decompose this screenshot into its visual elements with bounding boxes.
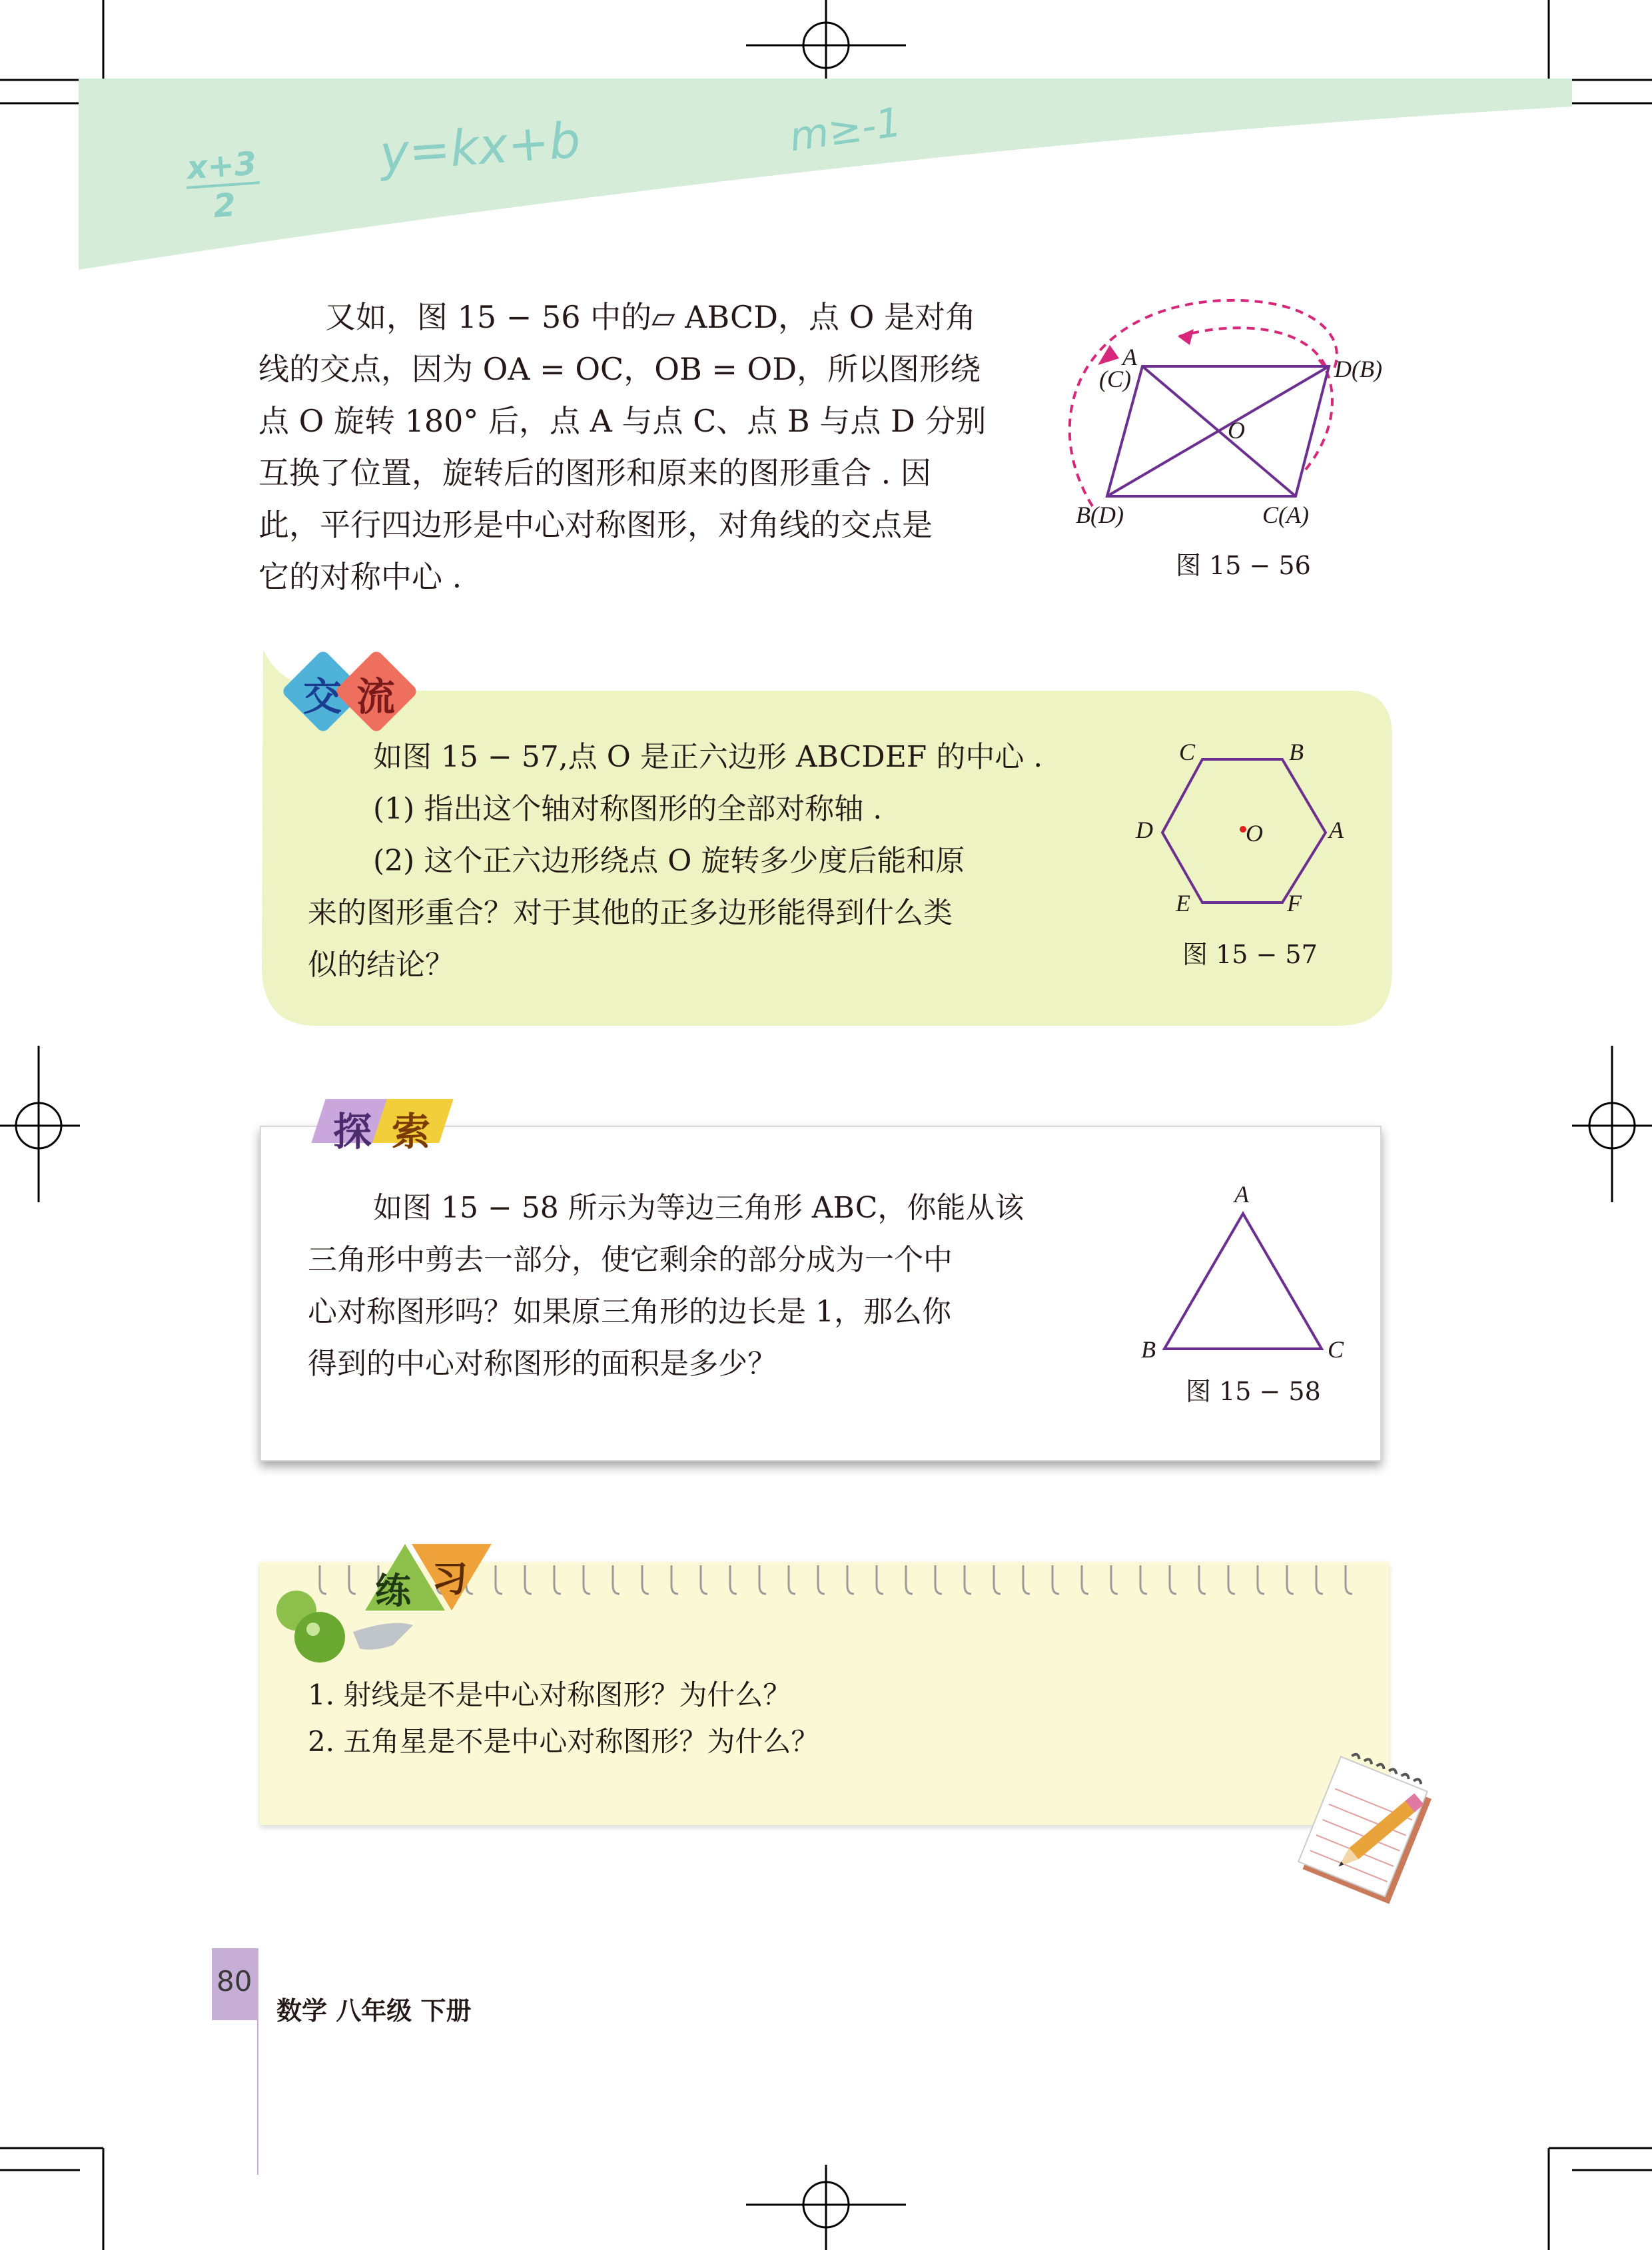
arc-arrowhead — [1178, 329, 1194, 345]
fig57-label-c: C — [1179, 739, 1196, 765]
fig56-label-c-paren: (C) — [1099, 366, 1131, 392]
fig58-label-b: B — [1141, 1336, 1156, 1363]
exchange-line: 似的结论？ — [308, 948, 454, 982]
rotation-arc-outer — [1070, 300, 1337, 506]
fig56-label-a: A — [1122, 344, 1137, 370]
explore-line: 如图 15 − 58 所示为等边三角形 ABC，你能从该 — [373, 1191, 1025, 1225]
fig57-label-e: E — [1176, 890, 1190, 917]
fig58-label-c: C — [1328, 1336, 1344, 1363]
explore-line: 得到的中心对称图形的面积是多少？ — [308, 1347, 777, 1381]
page-number: 80 — [216, 1965, 252, 1998]
figure-15-58-caption: 图 15 − 58 — [1186, 1377, 1321, 1406]
intro-paragraph — [258, 291, 986, 603]
practice-title-char-2: 习 — [432, 1558, 468, 1600]
practice-item-2: 2. 五角星是不是中心对称图形？为什么？ — [308, 1725, 819, 1758]
fig57-label-a: A — [1329, 817, 1344, 843]
fig57-label-b: B — [1289, 739, 1304, 765]
diagonal-bd — [1107, 366, 1329, 496]
intro-line: 互换了位置，旋转后的图形和原来的图形重合 . 因 — [258, 455, 931, 491]
fig56-label-bd: B(D) — [1076, 502, 1124, 528]
exchange-line: 如图 15 − 57,点 O 是正六边形 ABCDEF 的中心 . — [373, 740, 1043, 774]
exchange-line: 来的图形重合？对于其他的正多边形能得到什么类 — [308, 896, 953, 930]
explore-paragraph — [308, 1182, 1024, 1390]
fig56-label-o: O — [1228, 417, 1245, 444]
intro-line: 点 O 旋转 180° 后，点 A 与点 C、点 B 与点 D 分别 — [258, 403, 987, 439]
figure-15-57-caption: 图 15 − 57 — [1182, 940, 1318, 969]
practice-item-1: 1. 射线是不是中心对称图形？为什么？ — [308, 1679, 791, 1711]
figure-15-57-hexagon — [1132, 739, 1346, 913]
rotation-arc-top — [1179, 328, 1326, 366]
explore-badge — [318, 1099, 458, 1154]
fig57-label-d: D — [1136, 817, 1153, 843]
intro-line: 线的交点，因为 OA = OC，OB = OD，所以图形绕 — [258, 351, 981, 387]
intro-line: 又如，图 15 − 56 中的▱ ABCD，点 O 是对角 — [325, 299, 977, 335]
triangle-outline — [1164, 1214, 1322, 1349]
exchange-title-char-2: 流 — [356, 674, 396, 719]
exchange-badge — [293, 656, 440, 723]
notepad-pencil-icon — [1292, 1758, 1446, 1918]
explore-title-char-1: 探 — [333, 1109, 372, 1154]
exchange-title-char-1: 交 — [303, 674, 342, 719]
page-tab-rule — [257, 1948, 258, 2175]
fig57-label-f: F — [1287, 890, 1302, 917]
fig56-label-db: D(B) — [1334, 356, 1382, 382]
explore-title-char-2: 索 — [392, 1109, 431, 1154]
intro-line: 它的对称中心 . — [258, 559, 462, 595]
explore-line: 三角形中剪去一部分，使它剩余的部分成为一个中 — [308, 1243, 953, 1277]
practice-badge — [365, 1544, 498, 1611]
fig58-label-a: A — [1234, 1181, 1249, 1208]
header-formula-linear: y=kx+b — [378, 111, 583, 183]
exchange-line: (1) 指出这个轴对称图形的全部对称轴 . — [373, 792, 883, 826]
figure-15-56-caption: 图 15 − 56 — [1176, 551, 1311, 580]
header-formula-inequality: m≥-1 — [786, 99, 905, 161]
intro-line: 此，平行四边形是中心对称图形，对角线的交点是 — [258, 507, 933, 543]
header-formula-fraction: x+3 2 — [184, 145, 262, 227]
explore-line: 心对称图形吗？如果原三角形的边长是 1，那么你 — [308, 1295, 951, 1329]
fig56-label-ca: C(A) — [1262, 502, 1309, 528]
exchange-line: (2) 这个正六边形绕点 O 旋转多少度后能和原 — [373, 844, 965, 878]
practice-title-char-1: 练 — [375, 1570, 411, 1612]
exchange-paragraph — [308, 731, 1042, 991]
fig57-label-o: O — [1246, 820, 1263, 847]
book-title: 数学 八年级 下册 — [276, 1996, 472, 2026]
figure-15-58-triangle — [1152, 1199, 1326, 1359]
